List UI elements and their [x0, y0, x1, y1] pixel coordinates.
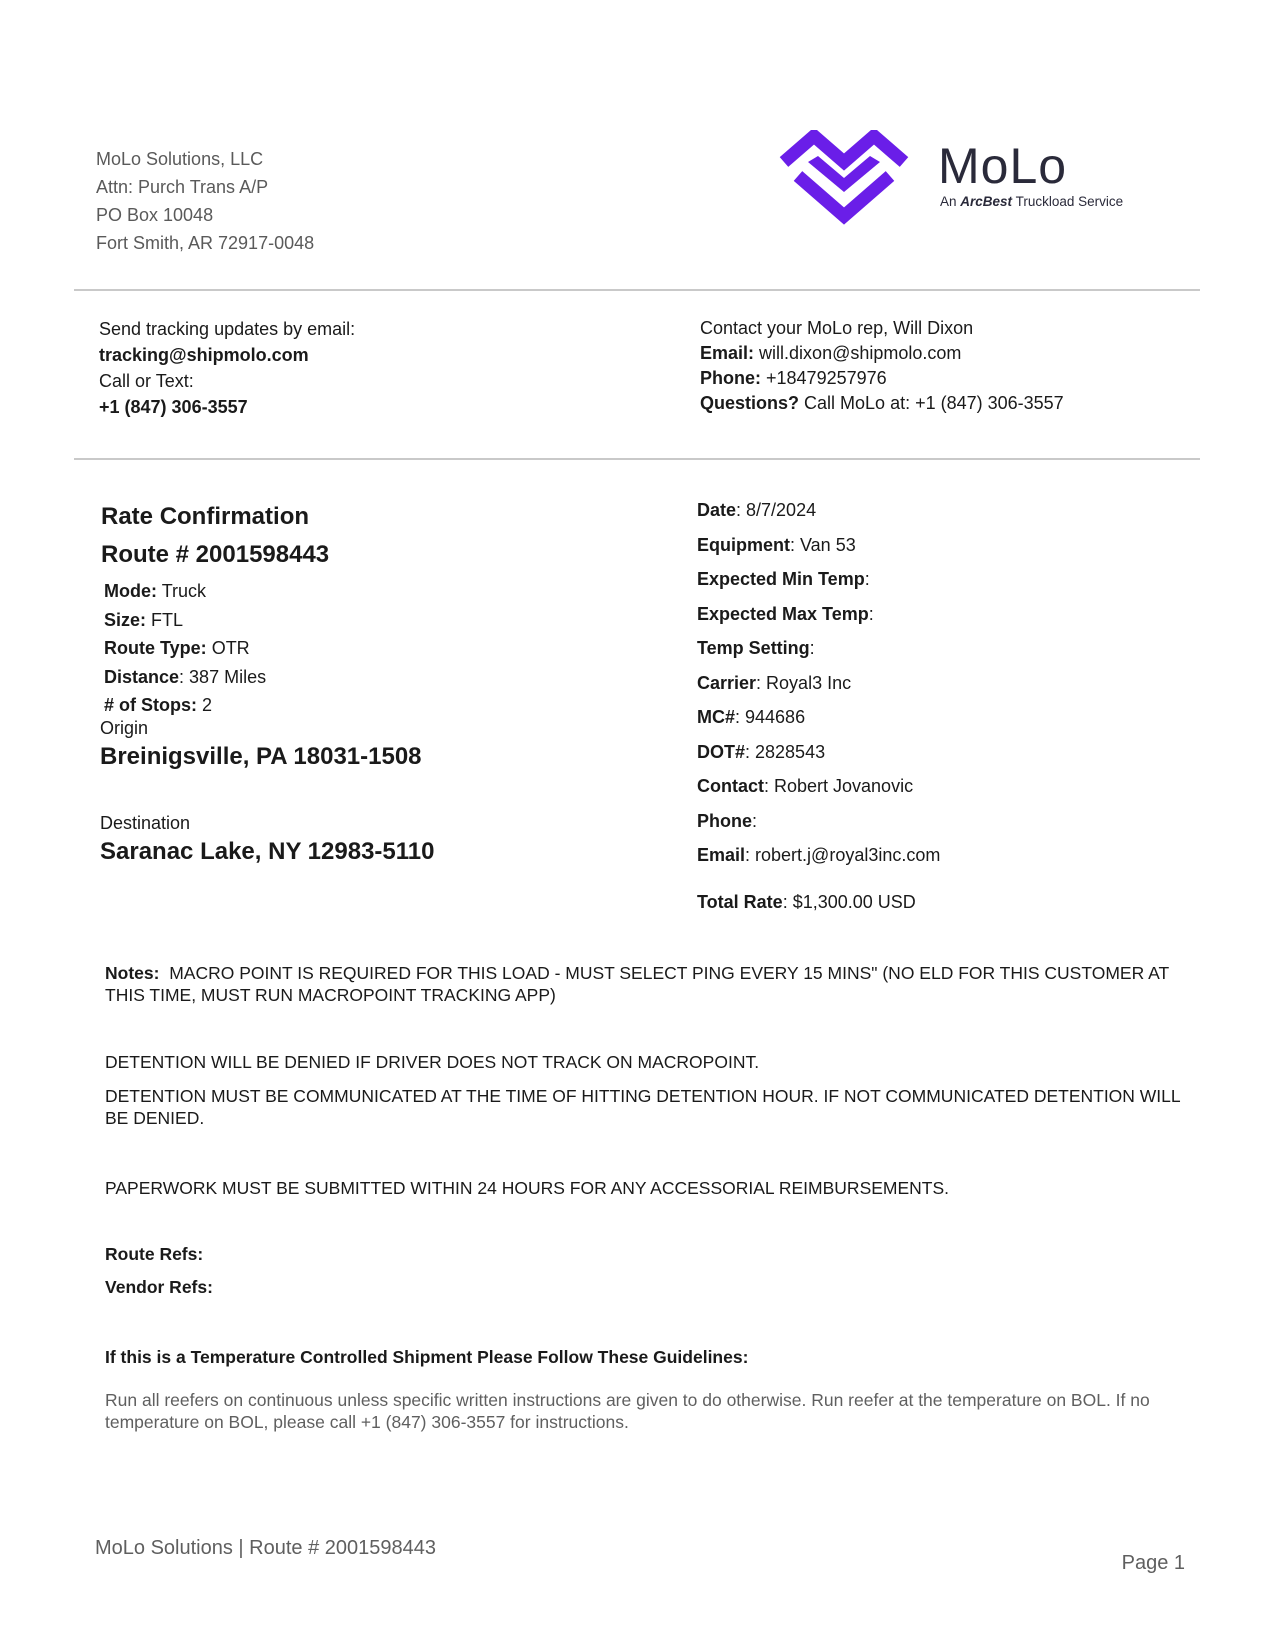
divider [74, 289, 1200, 291]
rep-questions-row: Questions? Call MoLo at: +1 (847) 306-3557 [700, 393, 1064, 413]
tracking-phone[interactable]: +1 (847) 306-3557 [99, 397, 248, 417]
spec-distance: Distance: 387 Miles [104, 666, 267, 687]
rep-questions-text: Call MoLo at: +1 (847) 306-3557 [804, 393, 1064, 413]
tracking-label: Send tracking updates by email: [99, 319, 356, 339]
origin-value: Breinigsville, PA 18031-1508 [100, 743, 422, 770]
notes-text: MACRO POINT IS REQUIRED FOR THIS LOAD - MUST SELECT PING EVERY 15 MINS" (NO ELD FOR THIS CUSTOMER AT THIS TIME, MUST RUN MACROPOINT TRACKING APP) [105, 963, 1169, 1005]
address-line: MoLo Solutions, LLC [96, 149, 264, 169]
detail-mc: MC#: 944686 [697, 707, 806, 727]
footer-route: MoLo Solutions | Route # 2001598443 [95, 1537, 437, 1559]
divider [74, 458, 1200, 460]
tagline-suffix: Truckload Service [1015, 194, 1124, 209]
document-title: Rate Confirmation [101, 503, 310, 530]
shipment-details [697, 496, 940, 922]
molo-logo [778, 130, 1158, 226]
total-rate: Total Rate: $1,300.00 USD [697, 891, 916, 912]
tracking-contact [99, 316, 355, 420]
page-title [101, 498, 329, 574]
rep-contact [700, 316, 1064, 416]
detail-temp-setting: Temp Setting: [697, 638, 815, 658]
tracking-email[interactable]: tracking@shipmolo.com [99, 345, 309, 365]
logo-wordmark: MoLo [938, 138, 1068, 194]
vendor-refs: Vendor Refs: [105, 1277, 213, 1297]
detail-contact: Contact: Robert Jovanovic [697, 776, 914, 796]
page-number: Page 1 [1121, 1552, 1185, 1574]
call-label: Call or Text: [99, 371, 194, 391]
detail-carrier: Carrier: Royal3 Inc [697, 672, 852, 693]
spec-stops: # of Stops: 2 [104, 695, 213, 715]
notes-paragraph: DETENTION MUST BE COMMUNICATED AT THE TIME OF HITTING DETENTION HOUR. IF NOT COMMUNICATED DETENTION WILL BE DENIED. [105, 1086, 1180, 1128]
rep-phone-row: Phone: +18479257976 [700, 368, 887, 388]
notes-paragraph: PAPERWORK MUST BE SUBMITTED WITHIN 24 HOURS FOR ANY ACCESSORIAL REIMBURSEMENTS. [105, 1178, 950, 1198]
destination [100, 813, 434, 866]
route-refs: Route Refs: [105, 1244, 204, 1264]
destination-value: Saranac Lake, NY 12983-5110 [100, 838, 435, 865]
molo-logo-mark-icon [778, 130, 918, 226]
notes-paragraph: DETENTION WILL BE DENIED IF DRIVER DOES NOT TRACK ON MACROPOINT. [105, 1052, 760, 1072]
notes [105, 962, 1195, 1006]
spec-size: Size: FTL [104, 609, 184, 630]
address-line: PO Box 10048 [96, 205, 214, 225]
spec-mode: Mode: Truck [104, 581, 207, 601]
rep-email-row: Email: will.dixon@shipmolo.com [700, 343, 962, 363]
route-number: Route # 2001598443 [101, 541, 330, 568]
tagline-prefix: An [940, 194, 957, 209]
rep-phone[interactable]: +18479257976 [766, 368, 887, 388]
origin-label: Origin [100, 718, 149, 738]
rep-email[interactable]: will.dixon@shipmolo.com [759, 343, 962, 363]
rep-title: Contact your MoLo rep, Will Dixon [700, 318, 974, 338]
tagline-brand: ArcBest [960, 194, 1013, 209]
detail-date: Date: 8/7/2024 [697, 500, 817, 520]
temp-guidelines-heading: If this is a Temperature Controlled Shipment Please Follow These Guidelines: [105, 1347, 749, 1367]
detail-phone: Phone: [697, 810, 758, 831]
address-line: Attn: Purch Trans A/P [96, 177, 269, 197]
detail-min-temp: Expected Min Temp: [697, 569, 870, 589]
destination-label: Destination [100, 813, 191, 833]
address-line: Fort Smith, AR 72917-0048 [96, 233, 315, 253]
detail-dot: DOT#: 2828543 [697, 741, 826, 762]
load-specs [104, 577, 266, 720]
notes-label: Notes: [105, 963, 160, 983]
spec-route-type: Route Type: OTR [104, 638, 250, 658]
origin [100, 718, 422, 771]
bill-to-address [96, 145, 314, 257]
detail-equipment: Equipment: Van 53 [697, 534, 856, 555]
detail-email: Email: robert.j@royal3inc.com [697, 845, 941, 865]
detail-max-temp: Expected Max Temp: [697, 603, 874, 624]
logo-tagline [940, 194, 1123, 209]
temp-guidelines-text: Run all reefers on continuous unless specific written instructions are given to do otherwise. Run reefer at the temperature on BOL. If no temperature on BOL, please call +1 (847) 306-3557 for instructions. [105, 1390, 1150, 1432]
